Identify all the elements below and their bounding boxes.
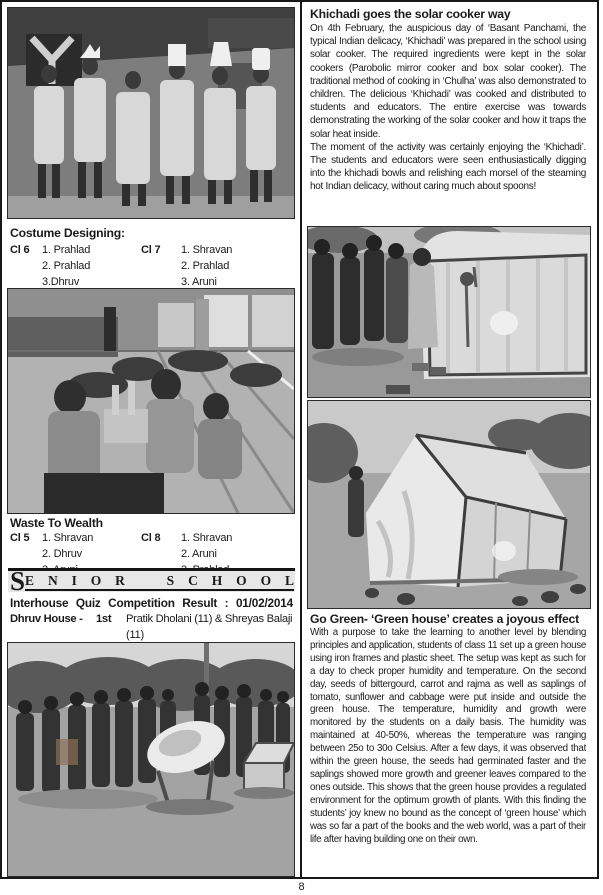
banner-title: E N I O R S C H O O L bbox=[25, 572, 294, 591]
winner-entry: 1. Prahlad bbox=[42, 244, 91, 256]
winner-entry: 3.Dhruv bbox=[42, 276, 80, 288]
greenhouse-tent-art bbox=[308, 401, 590, 608]
costume-designing-list bbox=[10, 242, 232, 290]
class-label: Cl 6 bbox=[10, 244, 30, 256]
rank-names: Pratik Dholani (11) & Shreyas Balaji (11) bbox=[126, 613, 293, 641]
winner-entry: 2. Aruni bbox=[181, 548, 217, 560]
costume-designing-heading: Costume Designing: bbox=[10, 226, 125, 240]
greenhouse-people-photo bbox=[308, 227, 590, 397]
khichadi-para2: The moment of the activity was certainly enjoying the ‘Khichadi’. The students and educators were seen enthusiastically digging into the khichadi bowls and relishing each morsel of the steaming hot Indian delicacy, without caring much about spoons! bbox=[310, 141, 586, 193]
khichadi-heading: Khichadi goes the solar cooker way bbox=[310, 7, 511, 21]
winner-entry: 2. Dhruv bbox=[42, 548, 82, 560]
house-label: Dhruv House - bbox=[10, 613, 83, 625]
go-green-heading: Go Green- ‘Green house’ creates a joyous effect bbox=[310, 612, 579, 626]
class-label: Cl 8 bbox=[141, 532, 161, 544]
waste-to-wealth-heading: Waste To Wealth bbox=[10, 516, 103, 530]
solar-cooker-group-photo bbox=[8, 643, 294, 876]
costume-photo-art bbox=[8, 8, 294, 218]
costume-designing-photo bbox=[8, 8, 294, 218]
waste-to-wealth-photo bbox=[8, 289, 294, 513]
senior-school-banner bbox=[8, 566, 295, 596]
class-label: Cl 7 bbox=[141, 244, 161, 256]
winner-entry: 3. Aruni bbox=[181, 276, 217, 288]
rank-label: 1st bbox=[96, 613, 112, 625]
class-label: Cl 5 bbox=[10, 532, 30, 544]
winner-entry: 1. Shravan bbox=[181, 532, 233, 544]
winner-entry: 1. Shravan bbox=[42, 532, 94, 544]
page-number: 8 bbox=[298, 881, 305, 893]
quiz-result-title: Interhouse Quiz Competition Result : 01/02/2014 bbox=[10, 596, 293, 610]
khichadi-para1: On 4th February, the auspicious day of ‘Basant Panchami, the typical Indian delicacy, ‘Khichadi’ was prepared in the school using solar cooker. The required ingredients were kept in the solar cookers (Parobolic mirror cooker and box solar cooker). The traditional method of cooking in ‘Chulha’ was also demonstrated to children. The delicious ‘Khichadi’ was cooked and distributed to students and educators. The entire exercise was towards demonstrating the working of the solar cooker and how it traps the solar heat inside. bbox=[310, 23, 586, 140]
winner-entry: 1. Shravan bbox=[181, 244, 233, 256]
go-green-article: With a purpose to take the learning to another level by blending principles and application, students of class 11 set up a green house using iron frames and plastic sheet. The setup was kept as such for a day to check proper humidity and temperature. On the second day, seeds of bittergourd, carrot and rajma as well as saplings of tomato, sunflower and cabbage were put inside and outside the green house. The temperature, humidity and growth were monitored by the students on a daily basis. The humidity was maintained at 40-50%, whereas the temperature was ranging between 25o to 30o Celsius. After a few days, it was observed that within the green house, the seeds had germinated faster and the saplings showed more growth and greener leaves compared to the ones outside. This shows that the green house provides a regulated environment for the optimum growth of plants. With this finding the students’ joy knew no bound as the concept of ‘green house’ which was so far a part of the books and the web world, was a part of their life after having building one on their own. bbox=[310, 627, 586, 845]
greenhouse-people-art bbox=[308, 227, 590, 397]
solar-photo-art bbox=[8, 643, 294, 876]
winner-entry: 2. Prahlad bbox=[42, 260, 91, 272]
winner-entry: 2. Prahlad bbox=[181, 260, 230, 272]
column-divider bbox=[300, 2, 302, 877]
banner-drop-cap: S bbox=[10, 566, 26, 596]
hall-photo-art bbox=[8, 289, 294, 513]
khichadi-article bbox=[310, 22, 586, 226]
greenhouse-tent-photo bbox=[308, 401, 590, 608]
